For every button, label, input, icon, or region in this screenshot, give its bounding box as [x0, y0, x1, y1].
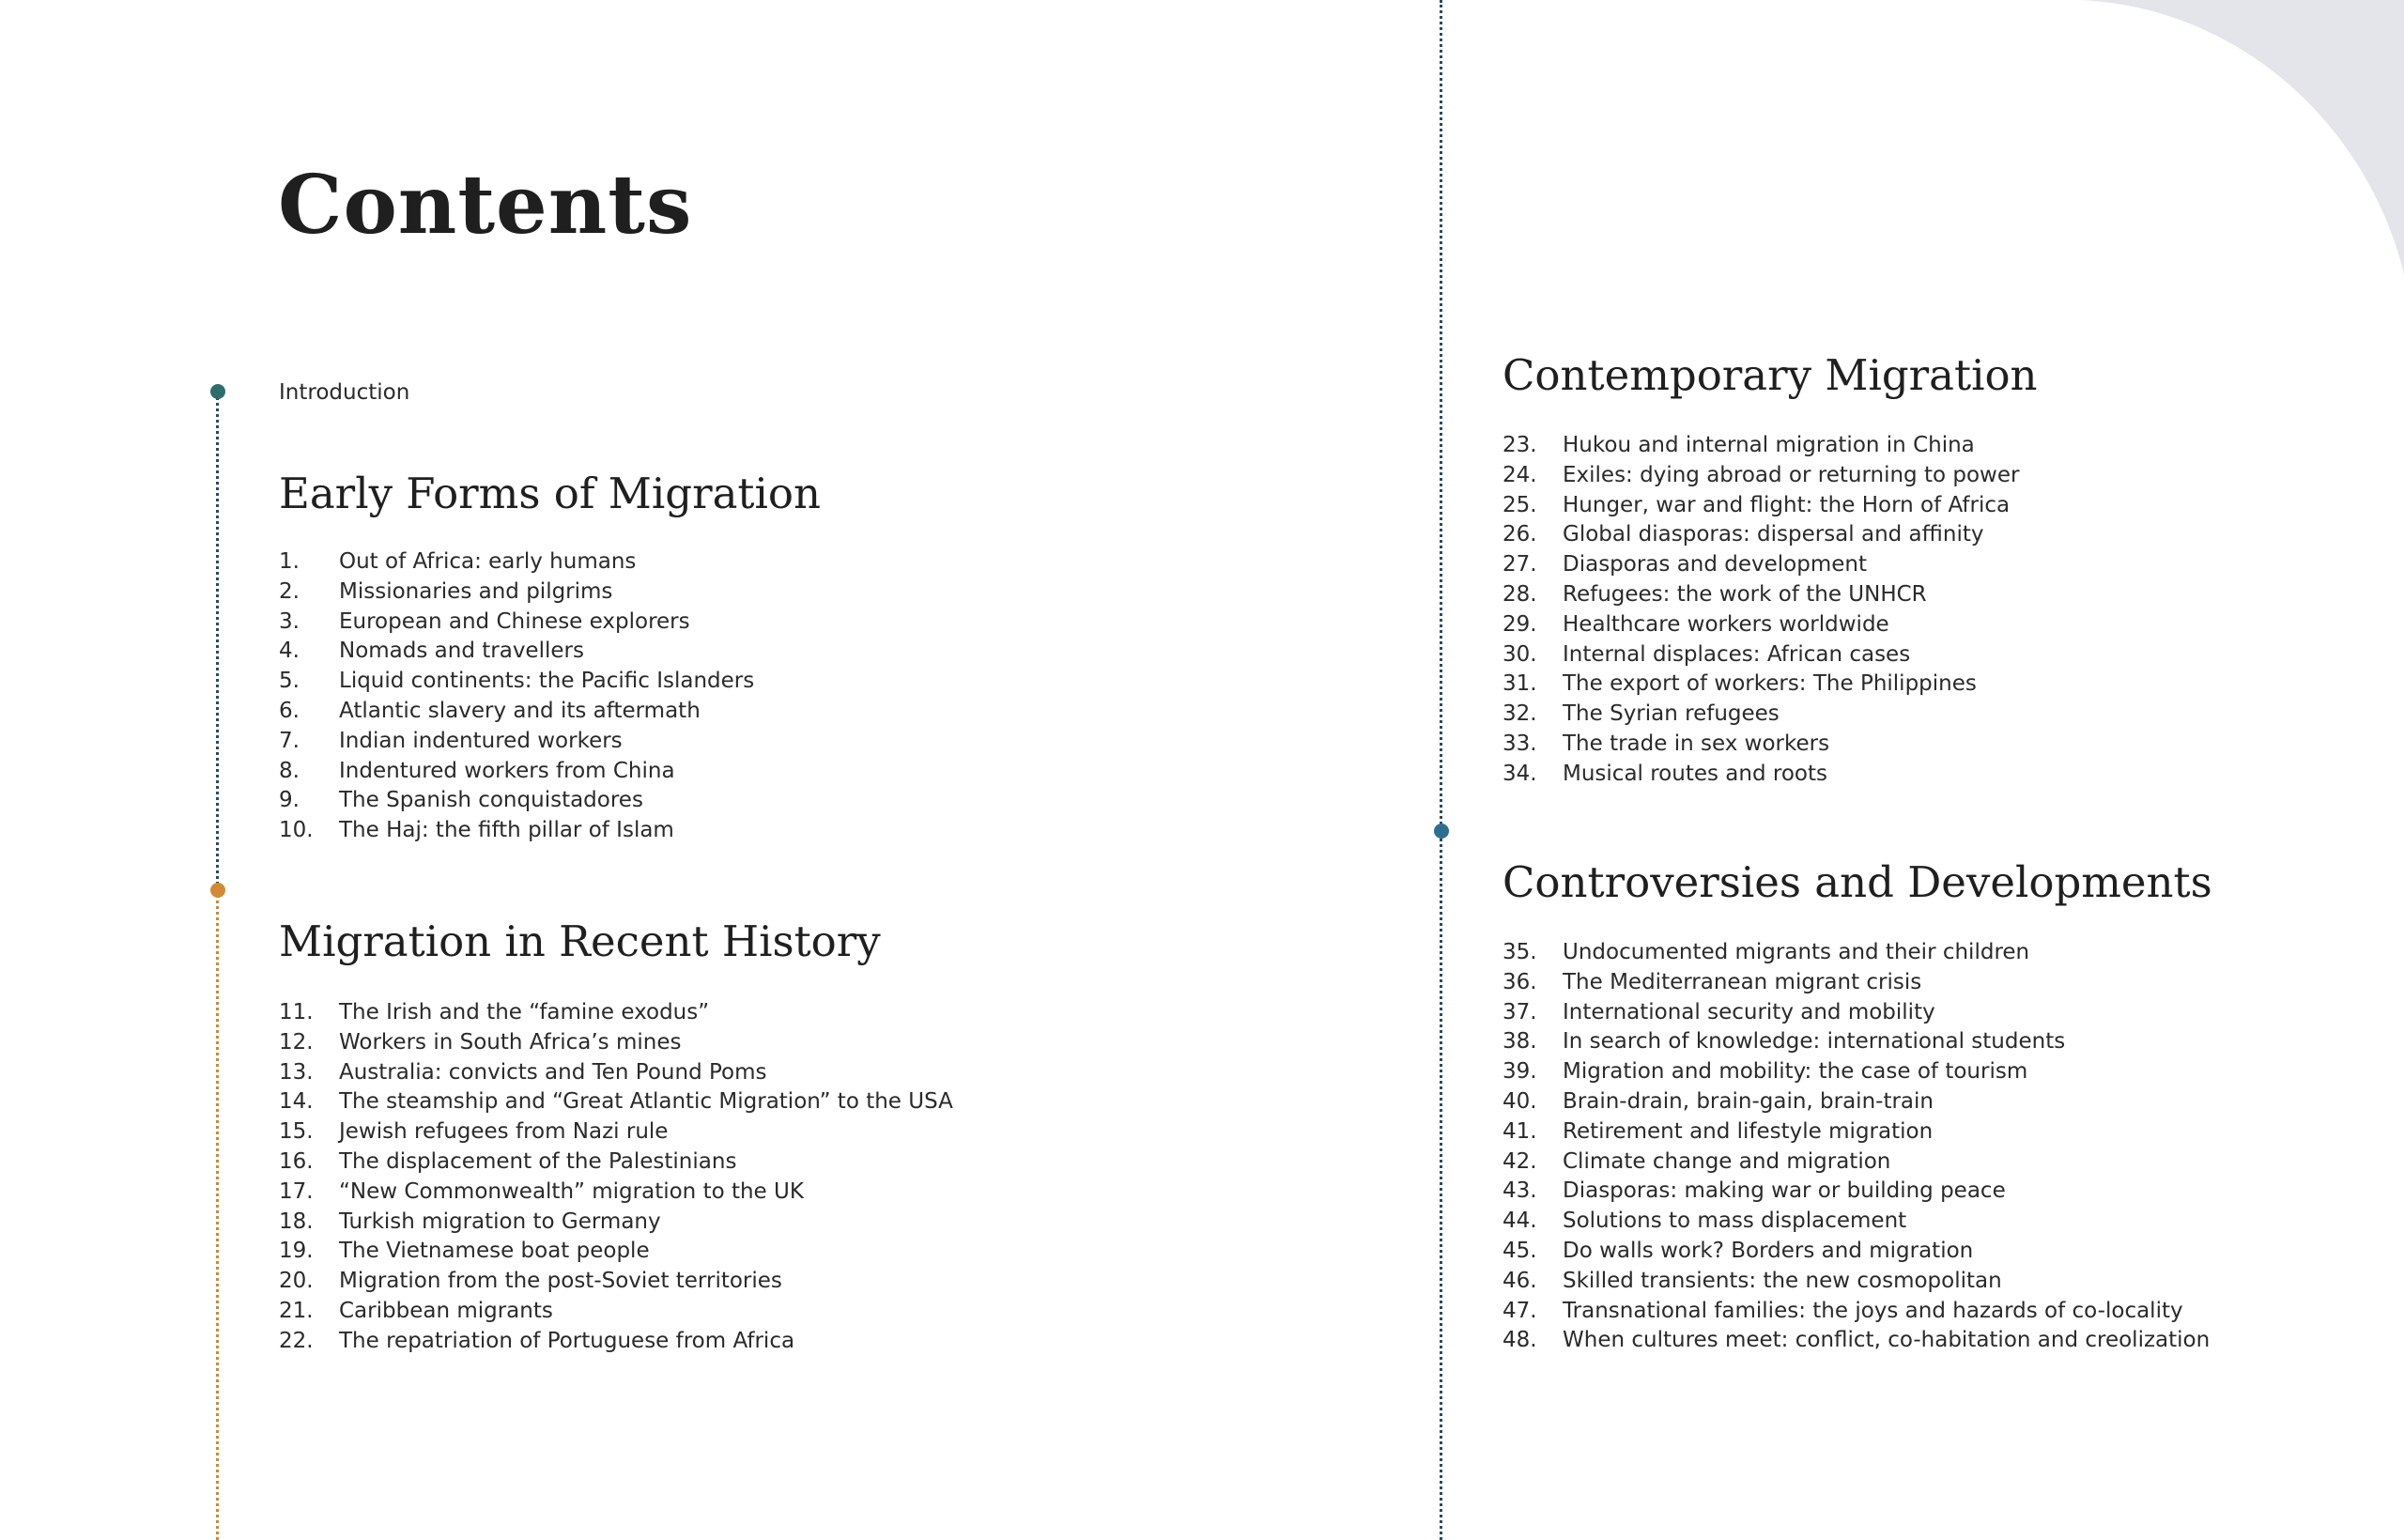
toc-entry-number: 29. — [1502, 611, 1537, 637]
toc-entry-title: The trade in sex workers — [1563, 731, 1830, 756]
toc-entry[interactable] — [279, 757, 754, 787]
toc-entry-number: 30. — [1502, 641, 1537, 667]
toc-entry[interactable] — [279, 1087, 953, 1117]
toc-entry[interactable] — [1502, 938, 2210, 968]
toc-entry-number: 25. — [1502, 492, 1537, 517]
toc-entry-title: Nomads and travellers — [339, 639, 584, 664]
toc-entry-number: 7. — [279, 728, 300, 753]
toc-entry-number: 15. — [279, 1119, 314, 1145]
toc-entry[interactable] — [1502, 580, 2019, 610]
toc-entry-title: The Irish and the “famine exodus” — [339, 1000, 710, 1024]
toc-entry-title: Exiles: dying abroad or returning to power — [1563, 462, 2020, 487]
toc-entry-title: “New Commonwealth” migration to the UK — [339, 1178, 804, 1204]
toc-list-early-forms — [279, 547, 754, 846]
toc-entry-title: In search of knowledge: international students — [1563, 1029, 2066, 1055]
toc-entry-title: Indentured workers from China — [339, 758, 675, 783]
toc-entry-number: 8. — [279, 758, 300, 783]
toc-entry[interactable] — [1502, 1326, 2210, 1356]
timeline-dot-recent-history — [210, 883, 225, 898]
toc-entry[interactable] — [279, 727, 754, 757]
toc-entry-number: 36. — [1502, 969, 1537, 994]
toc-entry-number: 27. — [1502, 552, 1537, 578]
toc-entry-number: 46. — [1502, 1268, 1537, 1293]
toc-entry[interactable] — [279, 1178, 953, 1208]
toc-entry-title: Australia: convicts and Ten Pound Poms — [339, 1059, 767, 1085]
toc-entry-number: 40. — [1502, 1088, 1537, 1114]
toc-entry-title: The Vietnamese boat people — [339, 1239, 650, 1264]
toc-entry-title: Global diasporas: dispersal and affinity — [1563, 522, 1984, 547]
toc-entry[interactable] — [1502, 1177, 2210, 1207]
toc-entry-number: 19. — [279, 1239, 314, 1264]
toc-entry[interactable] — [279, 1208, 953, 1238]
toc-entry[interactable] — [279, 697, 754, 727]
toc-entry[interactable] — [1502, 968, 2210, 998]
toc-entry-number: 16. — [279, 1148, 314, 1174]
section-heading-controversies: Controversies and Developments — [1502, 857, 2212, 907]
toc-entry[interactable] — [1502, 670, 2019, 700]
toc-entry-number: 11. — [279, 1000, 314, 1024]
toc-entry-title: The steamship and “Great Atlantic Migration” to the USA — [339, 1089, 953, 1115]
toc-entry-title: Out of Africa: early humans — [339, 549, 637, 574]
toc-entry[interactable] — [279, 1237, 953, 1267]
toc-entry-number: 12. — [279, 1029, 314, 1055]
toc-entry-number: 6. — [279, 698, 300, 723]
toc-entry[interactable] — [1502, 520, 2019, 550]
toc-list-controversies — [1502, 938, 2210, 1356]
toc-entry-title: The repatriation of Portuguese from Africa — [339, 1328, 795, 1353]
toc-entry-number: 13. — [279, 1059, 314, 1085]
toc-entry[interactable] — [279, 1267, 953, 1297]
toc-entry-number: 18. — [279, 1209, 314, 1234]
toc-entry-number: 45. — [1502, 1238, 1537, 1263]
toc-entry[interactable] — [1502, 998, 2210, 1028]
toc-entry-number: 5. — [279, 669, 300, 694]
toc-entry-number: 23. — [1502, 433, 1537, 457]
toc-entry-title: Do walls work? Borders and migration — [1563, 1238, 1974, 1263]
toc-entry-title: Retirement and lifestyle migration — [1563, 1118, 1934, 1144]
toc-entry-number: 41. — [1502, 1118, 1537, 1144]
toc-entry-number: 26. — [1502, 522, 1537, 547]
toc-entry-title: Diasporas and development — [1563, 552, 1867, 578]
toc-entry[interactable] — [279, 667, 754, 697]
timeline-dot-controversies — [1434, 824, 1449, 839]
toc-entry-title: Internal displaces: African cases — [1563, 641, 1911, 667]
toc-entry-number: 1. — [279, 549, 300, 574]
toc-entry-title: Jewish refugees from Nazi rule — [339, 1119, 669, 1145]
toc-entry[interactable] — [1502, 431, 2019, 461]
toc-entry-title: The Syrian refugees — [1563, 701, 1780, 727]
toc-entry-title: Missionaries and pilgrims — [339, 578, 613, 604]
toc-entry-number: 24. — [1502, 462, 1537, 487]
section-heading-early-forms: Early Forms of Migration — [279, 469, 821, 518]
toc-entry[interactable] — [279, 1028, 953, 1058]
page-title: Contents — [278, 158, 693, 253]
toc-entry[interactable] — [279, 1327, 953, 1357]
toc-entry-title: Liquid continents: the Pacific Islanders — [339, 669, 755, 694]
toc-entry[interactable] — [1502, 550, 2019, 580]
toc-entry-number: 35. — [1502, 940, 1537, 964]
toc-list-contemporary — [1502, 431, 2019, 790]
toc-entry-number: 32. — [1502, 701, 1537, 727]
toc-entry-title: Solutions to mass displacement — [1563, 1209, 1907, 1234]
toc-entry-title: Brain-drain, brain-gain, brain-train — [1563, 1088, 1934, 1114]
toc-entry-number: 31. — [1502, 671, 1537, 697]
toc-entry-number: 14. — [279, 1089, 314, 1115]
toc-entry-number: 17. — [279, 1178, 314, 1204]
toc-entry-number: 48. — [1502, 1328, 1537, 1353]
corner-shape-graphic — [2047, 0, 2404, 366]
timeline-line-left-lower — [216, 890, 219, 1540]
toc-entry[interactable] — [279, 816, 754, 846]
toc-entry-number: 21. — [279, 1298, 314, 1323]
toc-entry[interactable] — [1502, 1297, 2210, 1327]
toc-entry[interactable] — [1502, 461, 2019, 491]
toc-entry[interactable] — [1502, 610, 2019, 640]
toc-entry-title: Hukou and internal migration in China — [1563, 433, 1975, 457]
toc-entry-title: The displacement of the Palestinians — [339, 1148, 737, 1174]
toc-entry-number: 47. — [1502, 1298, 1537, 1323]
timeline-line-center — [1440, 0, 1442, 1540]
timeline-line-left-upper — [216, 393, 219, 890]
toc-entry-number: 9. — [279, 788, 300, 813]
toc-entry[interactable] — [279, 637, 754, 667]
toc-entry[interactable] — [1502, 700, 2019, 730]
toc-entry[interactable] — [279, 1147, 953, 1178]
toc-entry-title: Diasporas: making war or building peace — [1563, 1178, 2006, 1204]
toc-entry[interactable] — [1502, 640, 2019, 670]
toc-entry-title: Migration and mobility: the case of tourism — [1563, 1059, 2028, 1085]
introduction-entry[interactable]: Introduction — [279, 380, 410, 405]
toc-entry-number: 10. — [279, 818, 314, 843]
toc-entry-number: 33. — [1502, 731, 1537, 756]
toc-entry-title: Skilled transients: the new cosmopolitan — [1563, 1268, 2002, 1293]
toc-entry[interactable] — [1502, 1117, 2210, 1147]
toc-entry-title: Workers in South Africa’s mines — [339, 1029, 682, 1055]
toc-entry[interactable] — [1502, 1147, 2210, 1178]
section-heading-contemporary: Contemporary Migration — [1502, 350, 2038, 400]
toc-entry-title: Caribbean migrants — [339, 1298, 553, 1323]
toc-entry-title: International security and mobility — [1563, 999, 1935, 1024]
toc-entry-title: Transnational families: the joys and hazards of co-locality — [1563, 1298, 2183, 1323]
toc-entry-number: 3. — [279, 608, 300, 634]
toc-entry-title: Climate change and migration — [1563, 1148, 1891, 1174]
toc-entry[interactable] — [1502, 1267, 2210, 1297]
toc-entry[interactable] — [1502, 1057, 2210, 1087]
toc-entry-title: Atlantic slavery and its aftermath — [339, 698, 701, 723]
toc-entry-title: The export of workers: The Philippines — [1563, 671, 1977, 697]
toc-entry-title: The Spanish conquistadores — [339, 788, 643, 813]
toc-entry-title: Turkish migration to Germany — [339, 1209, 661, 1234]
toc-entry-title: Migration from the post-Soviet territories — [339, 1269, 782, 1294]
toc-entry[interactable] — [1502, 491, 2019, 521]
toc-entry[interactable] — [1502, 1087, 2210, 1117]
toc-entry[interactable] — [1502, 1237, 2210, 1267]
section-heading-recent-history: Migration in Recent History — [279, 916, 881, 966]
toc-entry[interactable] — [1502, 1207, 2210, 1237]
toc-entry-title: Indian indentured workers — [339, 728, 623, 753]
toc-entry-title: Undocumented migrants and their children — [1563, 940, 2030, 964]
toc-entry-number: 4. — [279, 639, 300, 664]
toc-entry[interactable] — [279, 547, 754, 578]
toc-entry-number: 44. — [1502, 1209, 1537, 1234]
toc-entry-number: 34. — [1502, 761, 1537, 786]
toc-entry-number: 28. — [1502, 581, 1537, 607]
toc-entry-number: 37. — [1502, 999, 1537, 1024]
toc-entry[interactable] — [279, 786, 754, 816]
toc-entry-title: European and Chinese explorers — [339, 608, 690, 634]
toc-entry[interactable] — [279, 998, 953, 1028]
decorative-corner-shape — [2047, 0, 2404, 366]
toc-entry[interactable] — [1502, 730, 2019, 760]
toc-entry-title: Musical routes and roots — [1563, 761, 1827, 786]
toc-list-recent-history — [279, 998, 953, 1357]
toc-entry[interactable] — [279, 608, 754, 638]
toc-entry-number: 20. — [279, 1269, 314, 1294]
toc-entry-number: 2. — [279, 578, 300, 604]
toc-entry-number: 22. — [279, 1328, 314, 1353]
toc-entry-number: 42. — [1502, 1148, 1537, 1174]
toc-entry-number: 43. — [1502, 1178, 1537, 1204]
toc-entry-title: The Mediterranean migrant crisis — [1563, 969, 1922, 994]
toc-entry[interactable] — [1502, 1027, 2210, 1057]
toc-entry[interactable] — [279, 578, 754, 608]
toc-entry-number: 39. — [1502, 1059, 1537, 1085]
toc-entry-title: Refugees: the work of the UNHCR — [1563, 581, 1927, 607]
toc-entry-title: When cultures meet: conflict, co-habitation and creolization — [1563, 1328, 2211, 1353]
toc-entry-title: Hunger, war and flight: the Horn of Africa — [1563, 492, 2011, 517]
toc-entry-title: Healthcare workers worldwide — [1563, 611, 1889, 637]
toc-entry[interactable] — [279, 1117, 953, 1147]
toc-entry-number: 38. — [1502, 1029, 1537, 1055]
toc-entry[interactable] — [279, 1297, 953, 1327]
toc-entry[interactable] — [1502, 760, 2019, 790]
toc-entry[interactable] — [279, 1058, 953, 1088]
timeline-dot-introduction — [210, 384, 225, 399]
toc-entry-title: The Haj: the fifth pillar of Islam — [339, 818, 674, 843]
